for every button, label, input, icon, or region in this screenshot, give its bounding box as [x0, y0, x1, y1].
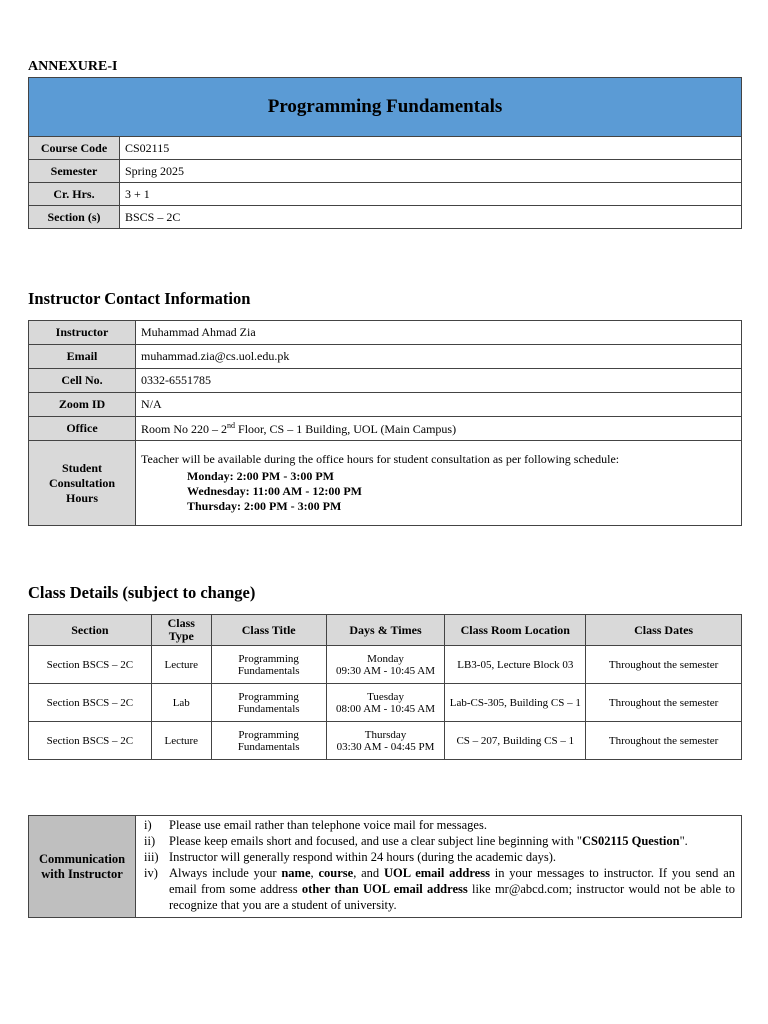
title-cell: Programming Fundamentals	[211, 684, 326, 722]
instructor-label: Instructor	[29, 321, 136, 345]
guideline-number: ii)	[144, 834, 156, 848]
location-cell: LB3-05, Lecture Block 03	[445, 646, 586, 684]
class-details-heading: Class Details (subject to change)	[28, 583, 256, 602]
guideline-number: iv)	[144, 866, 158, 880]
section-cell: Section BSCS – 2C	[29, 722, 152, 760]
instructor-value: Muhammad Ahmad Zia	[136, 321, 742, 345]
zoom-value: N/A	[136, 393, 742, 417]
col-header: Section	[29, 615, 152, 646]
col-header: Class Title	[211, 615, 326, 646]
guideline-text	[169, 849, 735, 865]
communication-label: Communication with Instructor	[29, 816, 136, 918]
location-cell: CS – 207, Building CS – 1	[445, 722, 586, 760]
zoom-label: Zoom ID	[29, 393, 136, 417]
table-row	[29, 722, 742, 760]
section-cell: Section BSCS – 2C	[29, 646, 152, 684]
guidelines-list	[144, 817, 735, 913]
annexure-label: ANNEXURE-I	[28, 59, 118, 74]
col-header: Days & Times	[326, 615, 445, 646]
day-text: Monday	[367, 652, 404, 665]
guideline-run: ".	[679, 834, 688, 848]
guideline-emphasis: course	[318, 866, 354, 880]
guideline-run: Instructor will generally respond within 24 hours (during the academic days).	[169, 850, 557, 864]
guideline-item	[144, 833, 735, 849]
course-code-label: Course Code	[29, 137, 120, 160]
day-text: Thursday	[364, 728, 407, 741]
guideline-text	[169, 865, 735, 913]
guideline-run: in your messages to instructor. If you send an email from some address	[169, 866, 735, 896]
table-header-row	[29, 615, 742, 646]
time-text: 08:00 AM - 10:45 AM	[336, 702, 436, 715]
guideline-emphasis: CS02115 Question	[581, 834, 680, 848]
schedule-line: Thursday: 2:00 PM - 3:00 PM	[187, 499, 342, 513]
guideline-text	[169, 817, 735, 833]
col-header: Class Dates	[586, 615, 742, 646]
course-info-table	[28, 77, 742, 229]
guideline-item	[144, 849, 735, 865]
table-row	[29, 684, 742, 722]
instructor-row	[29, 369, 742, 393]
days-times-cell	[326, 646, 445, 684]
cell-label: Cell No.	[29, 369, 136, 393]
credit-hours-value: 3 + 1	[120, 183, 742, 206]
guideline-run: Please use email rather than telephone voice mail for messages.	[169, 818, 487, 832]
instructor-row	[29, 417, 742, 441]
schedule-line: Monday: 2:00 PM - 3:00 PM	[187, 469, 334, 483]
office-label: Office	[29, 417, 136, 441]
consultation-hours-value	[136, 441, 742, 526]
cell-value: 0332-6551785	[136, 369, 742, 393]
col-header: Class Type	[151, 615, 211, 646]
guideline-number: iii)	[144, 850, 159, 864]
instructor-row	[29, 441, 742, 526]
dates-cell: Throughout the semester	[586, 684, 742, 722]
col-header: Class Room Location	[445, 615, 586, 646]
day-text: Tuesday	[367, 690, 404, 703]
course-row	[29, 183, 742, 206]
guideline-emphasis: other than UOL email address	[301, 882, 468, 896]
course-code-value: CS02115	[120, 137, 742, 160]
credit-hours-label: Cr. Hrs.	[29, 183, 120, 206]
communication-table	[28, 815, 742, 918]
guideline-emphasis: UOL email address	[384, 866, 490, 880]
consultation-hours-label: Student Consultation Hours	[29, 441, 136, 526]
guideline-run: ,	[310, 866, 319, 880]
title-cell: Programming Fundamentals	[211, 722, 326, 760]
communication-guidelines	[136, 816, 742, 918]
consultation-intro: Teacher will be available during the office hours for student consultation as per following schedule:	[141, 452, 620, 466]
course-title: Programming Fundamentals	[29, 78, 742, 137]
office-suffix: Floor, CS – 1 Building, UOL (Main Campus)	[235, 421, 457, 436]
guideline-text	[169, 833, 735, 849]
office-prefix: Room No 220 – 2	[141, 421, 228, 436]
dates-cell: Throughout the semester	[586, 722, 742, 760]
instructor-heading: Instructor Contact Information	[28, 289, 251, 308]
section-cell: Section BSCS – 2C	[29, 684, 152, 722]
semester-label: Semester	[29, 160, 120, 183]
time-text: 09:30 AM - 10:45 AM	[336, 664, 436, 677]
days-times-cell	[326, 684, 445, 722]
time-text: 03:30 AM - 04:45 PM	[336, 740, 435, 753]
email-value: muhammad.zia@cs.uol.edu.pk	[136, 345, 742, 369]
type-cell: Lab	[151, 684, 211, 722]
title-cell: Programming Fundamentals	[211, 646, 326, 684]
type-cell: Lecture	[151, 722, 211, 760]
class-details-table	[28, 614, 742, 760]
guideline-item	[144, 817, 735, 833]
guideline-run: , and	[353, 866, 384, 880]
section-label: Section (s)	[29, 206, 120, 229]
guideline-emphasis: name	[281, 866, 311, 880]
guideline-run: like mr@abcd.com; instructor would not be able to recognize that you are a student of university.	[169, 882, 735, 912]
office-ordinal: nd	[227, 420, 236, 430]
course-row	[29, 160, 742, 183]
instructor-row	[29, 321, 742, 345]
guideline-run: Please keep emails short and focused, and use a clear subject line beginning with "	[169, 834, 582, 848]
schedule-line: Wednesday: 11:00 AM - 12:00 PM	[187, 484, 362, 498]
location-cell: Lab-CS-305, Building CS – 1	[445, 684, 586, 722]
office-value	[136, 417, 742, 441]
instructor-row	[29, 393, 742, 417]
type-cell: Lecture	[151, 646, 211, 684]
dates-cell: Throughout the semester	[586, 646, 742, 684]
email-label: Email	[29, 345, 136, 369]
guideline-run: Always include your	[169, 866, 282, 880]
days-times-cell	[326, 722, 445, 760]
guideline-item	[144, 865, 735, 913]
instructor-table	[28, 320, 742, 526]
section-value: BSCS – 2C	[120, 206, 742, 229]
table-row	[29, 646, 742, 684]
semester-value: Spring 2025	[120, 160, 742, 183]
course-row	[29, 137, 742, 160]
guideline-number: i)	[144, 818, 152, 832]
course-row	[29, 206, 742, 229]
instructor-row	[29, 345, 742, 369]
